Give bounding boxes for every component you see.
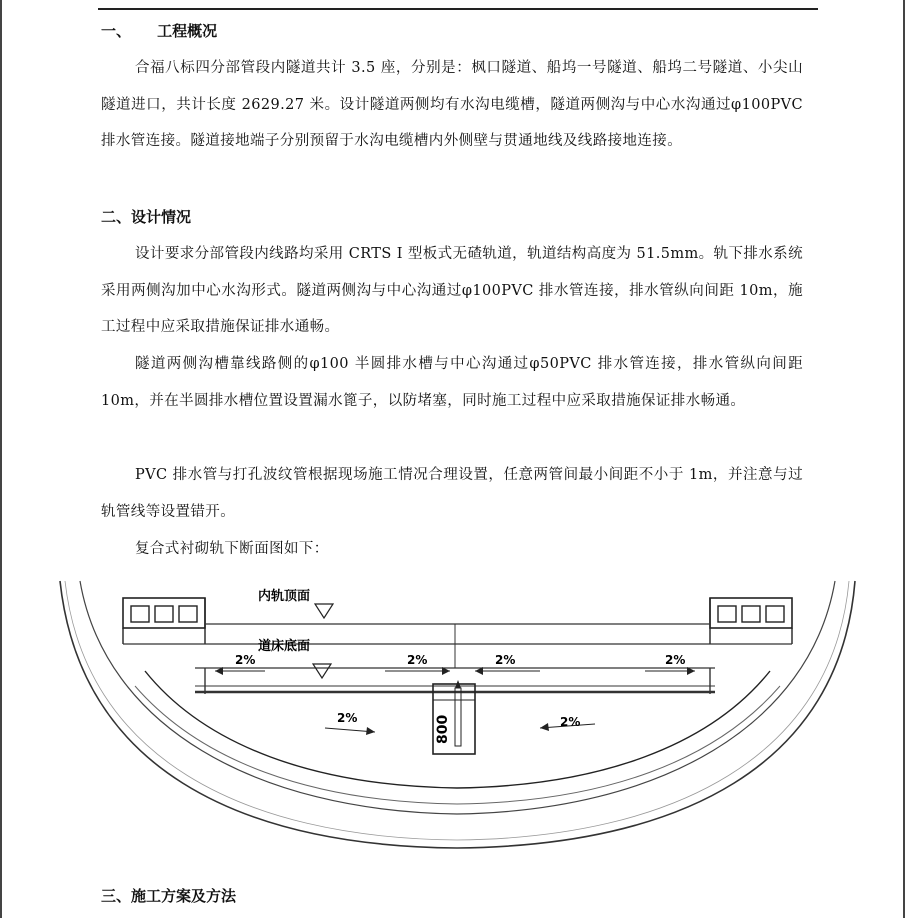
bed-level-marker (313, 664, 331, 678)
slope-arrow-center-left (385, 653, 450, 675)
paragraph-track-design: 设计要求分部管段内线路均采用 CRTS I 型板式无碴轨道，轨道结构高度为 51.5mm。轨下排水系统采用两侧沟加中心水沟形式。隧道两侧沟与中心沟通过φ100PVC 排水管连接，排水管纵向间距 10m，施工过程中应采取措施保证排水通畅。 (101, 246, 803, 335)
page-frame-right (903, 0, 905, 918)
paragraph-overview: 合福八标四分部管段内隧道共计 3.5 座，分别是：枫口隧道、船坞一号隧道、船坞二号隧道、小尖山隧道进口，共计长度 2629.27 米。设计隧道两侧均有水沟电缆槽，隧道两侧沟与中心水沟通过φ100PVC 排水管连接。隧道接地端子分别预留于水沟电缆槽内外侧壁与贯通地线及线路接地连接。 (101, 60, 803, 149)
paragraph-pvc-pipe: PVC 排水管与打孔波纹管根据现场施工情况合理设置，任意两管间最小间距不小于 1m，并注意与过轨管线等设置错开。 (101, 467, 803, 520)
slope-arrow-left-bottom (325, 711, 375, 735)
right-side-trench (710, 598, 792, 644)
slope-arrow-center-right (475, 653, 540, 675)
section-heading-overview: 一、 工程概况 (101, 22, 218, 40)
section-heading-design: 二、设计情况 (101, 208, 192, 226)
slope-arrow-left-top (215, 653, 265, 675)
invert-arc-lower (135, 686, 780, 804)
center-drain-depth-label: 800 (435, 714, 451, 744)
section-heading-construction: 三、施工方案及方法 (101, 887, 237, 905)
slope-label-left-bottom: 2% (337, 711, 358, 725)
slope-arrow-right-top (645, 653, 695, 675)
slope-label-right-bottom: 2% (560, 715, 581, 729)
slope-label-center-left: 2% (407, 653, 428, 667)
label-rail-top: 内轨顶面 (258, 589, 311, 604)
tunnel-cross-section-figure (55, 576, 860, 851)
paragraph-drain-channel: 隧道两侧沟槽靠线路侧的φ100 半圆排水槽与中心沟通过φ50PVC 排水管连接，排水管纵向间距 10m，并在半圆排水槽位置设置漏水篦子，以防堵塞，同时施工过程中应采取措施保证排水畅通。 (101, 356, 803, 409)
slope-label-center-right: 2% (495, 653, 516, 667)
paragraph-figure-caption: 复合式衬砌轨下断面图如下： (135, 541, 329, 557)
slope-label-right-top: 2% (665, 653, 686, 667)
page-frame-left (0, 0, 2, 918)
left-side-trench (123, 598, 205, 644)
tunnel-cross-section-drawing (55, 576, 860, 851)
slope-label-left-top: 2% (235, 653, 256, 667)
slope-arrow-right-bottom (540, 715, 595, 731)
outer-lining-arc-inner (65, 581, 849, 840)
label-bed-bottom: 道床底面 (258, 639, 311, 654)
header-rule (98, 8, 818, 10)
rail-top-level-marker (315, 604, 333, 618)
